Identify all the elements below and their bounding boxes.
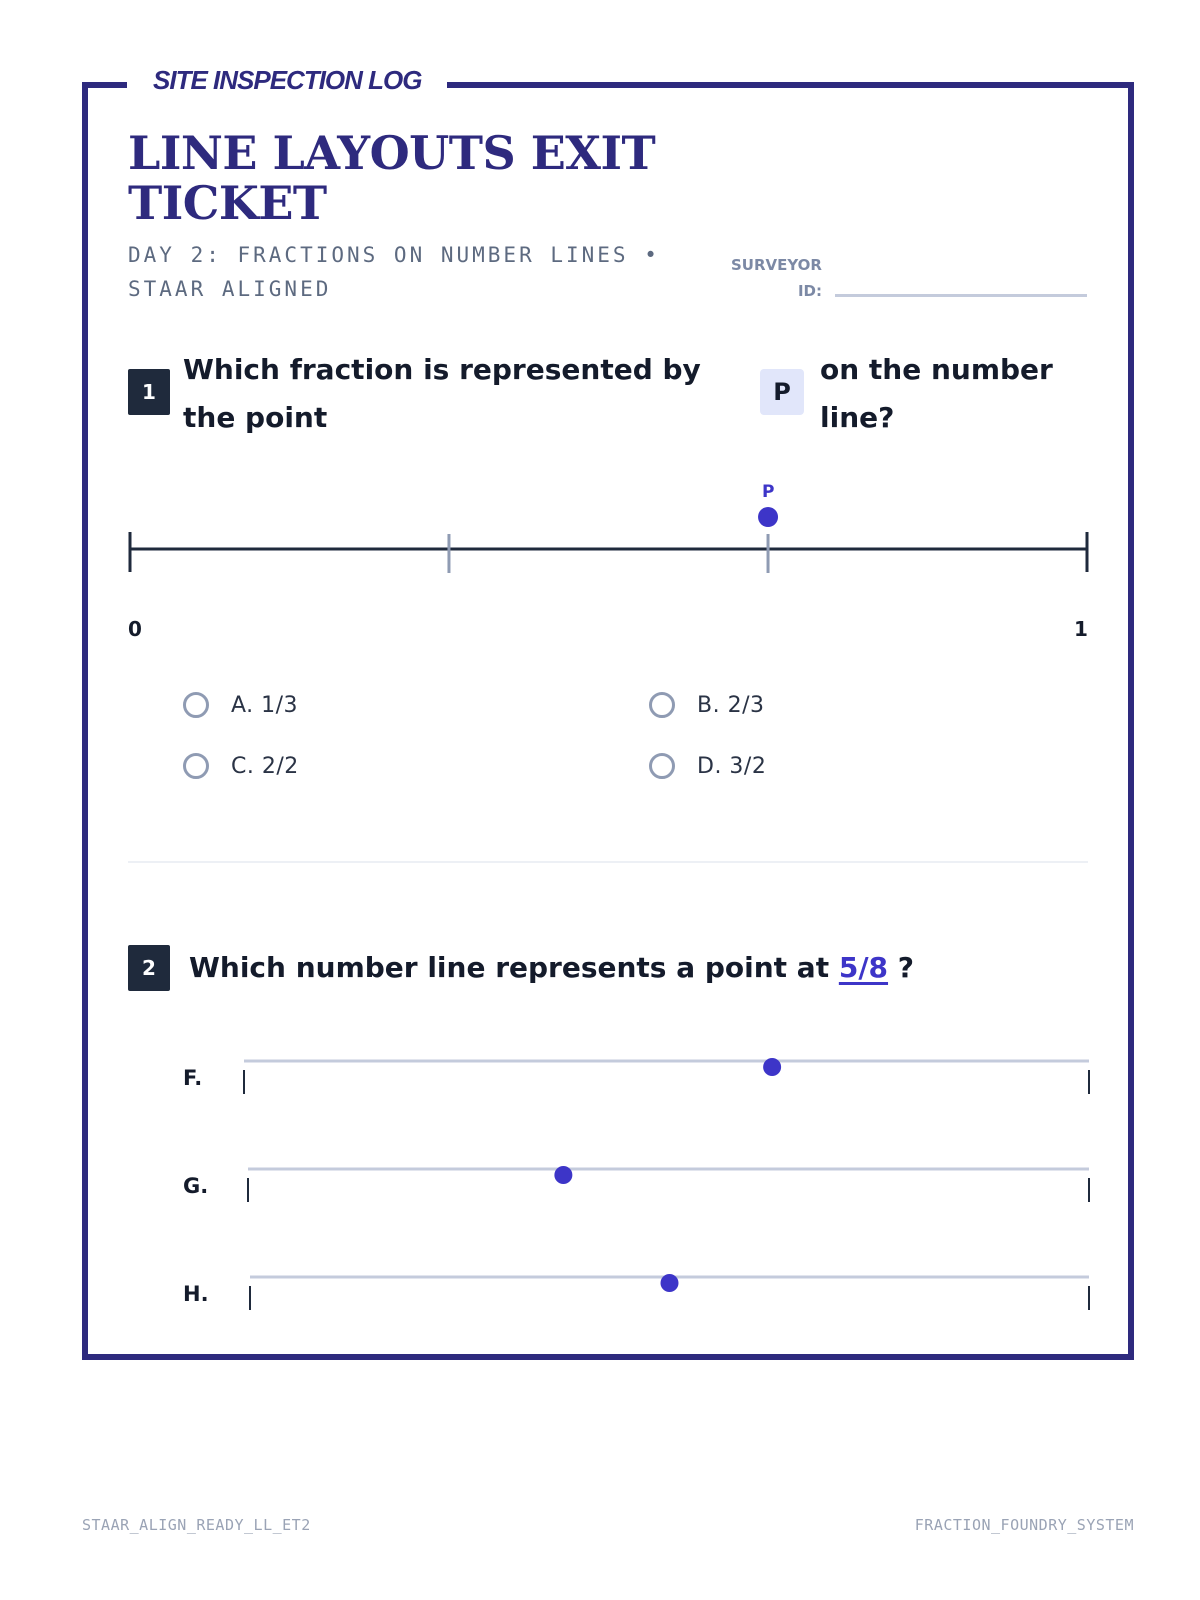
question-2-end-mark: ? bbox=[897, 951, 915, 984]
answer-line-point bbox=[554, 1166, 572, 1184]
number-line-start-label: 0 bbox=[128, 617, 142, 641]
choice-h-label: H. bbox=[183, 1282, 209, 1306]
page-subtitle: DAY 2: FRACTIONS ON NUMBER LINES • STAAR ALIGNED bbox=[128, 243, 660, 301]
answer-line-point bbox=[763, 1058, 781, 1076]
option-c-label: C. 2/2 bbox=[231, 753, 299, 779]
target-fraction: 5/8 bbox=[838, 951, 889, 984]
question-1-text-before: Which fraction is represented by the point bbox=[183, 353, 701, 434]
answer-line-g[interactable] bbox=[248, 1166, 1089, 1202]
section-tab-label: SITE INSPECTION LOG bbox=[127, 62, 447, 98]
point-p-chip: P bbox=[760, 369, 804, 415]
number-line-end-label: 1 bbox=[1074, 617, 1088, 641]
footer-left-code: STAAR_ALIGN_READY_LL_ET2 bbox=[82, 1516, 311, 1534]
answer-line-point bbox=[661, 1274, 679, 1292]
option-a-label: A. 1/3 bbox=[231, 692, 299, 718]
option-b-label: B. 2/3 bbox=[697, 692, 765, 718]
page-title: LINE LAYOUTS EXIT TICKET bbox=[128, 126, 656, 230]
choice-g-label: G. bbox=[183, 1174, 209, 1198]
question-2-prompt: Which number line represents a point at bbox=[189, 951, 830, 984]
question-1-number: 1 bbox=[128, 369, 170, 415]
answer-line-f[interactable] bbox=[244, 1058, 1089, 1094]
footer-right-code: FRACTION_FOUNDRY_SYSTEM bbox=[914, 1516, 1134, 1534]
question-2-number: 2 bbox=[128, 945, 170, 991]
option-d-label: D. 3/2 bbox=[697, 753, 767, 779]
answer-line-h[interactable] bbox=[250, 1274, 1089, 1310]
point-p-label: P bbox=[762, 482, 775, 502]
choice-f-label: F. bbox=[183, 1066, 203, 1090]
question-1-text-after: on the number line? bbox=[820, 353, 1053, 434]
surveyor-id-label: SURVEYOR ID: bbox=[730, 256, 822, 300]
